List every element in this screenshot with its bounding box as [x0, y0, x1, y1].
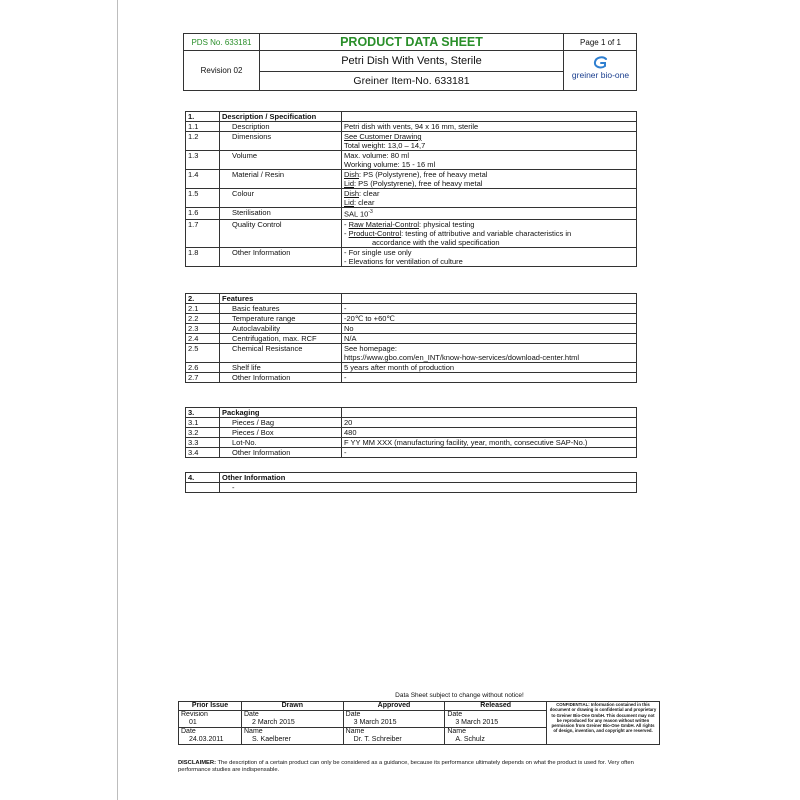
row-label: Volume [220, 151, 342, 170]
row-number: 2.5 [186, 344, 220, 363]
row-value: 480 [342, 428, 637, 438]
row-number: 1.1 [186, 122, 220, 132]
row-value [342, 247, 637, 266]
approved-name-cell [343, 728, 445, 745]
released-header: Released [445, 702, 547, 711]
product-name: Petri Dish With Vents, Sterile [260, 51, 564, 72]
logo-text: greiner bio-one [571, 70, 630, 80]
working-volume: Working volume: 15 - 16 ml [344, 160, 436, 169]
field-label: Revision [181, 711, 208, 718]
table-row [186, 132, 637, 151]
lid-label: Lid [344, 179, 355, 188]
dish-material [344, 170, 634, 179]
table-row [186, 324, 637, 334]
row-value: F YY MM XXX (manufacturing facility, year, month, consecutive SAP-No.) [342, 438, 637, 448]
section-description [185, 111, 637, 267]
field-value: Dr. T. Schreiber [353, 736, 402, 743]
section-header-blank [342, 408, 637, 418]
field-label: Name [244, 728, 263, 735]
pds-number: PDS No. 633181 [184, 34, 260, 51]
lid-value: : clear [354, 198, 375, 207]
row-value: 5 years after month of production [342, 363, 637, 373]
lid-colour [344, 198, 634, 207]
table-row [186, 448, 637, 458]
item-number: Greiner Item-No. 633181 [260, 72, 564, 91]
row-number: 2.4 [186, 334, 220, 344]
confidential-label: CONFIDENTIAL: [556, 702, 590, 707]
field-value: 2 March 2015 [252, 719, 295, 726]
field-value: A. Schulz [455, 736, 485, 743]
row-label: Lot-No. [220, 438, 342, 448]
row-value: Petri dish with vents, 94 x 16 mm, sterile [342, 122, 637, 132]
prior-issue-header: Prior Issue [179, 702, 242, 711]
field-value: 01 [189, 719, 197, 726]
page-count: Page 1 of 1 [564, 34, 637, 51]
row-value: - [220, 483, 637, 493]
table-row [186, 428, 637, 438]
homepage-link[interactable]: https://www.gbo.com/en_INT/know-how-services/download-center.html [344, 353, 580, 362]
table-row [186, 304, 637, 314]
approval-table [178, 701, 660, 745]
revision-cell [179, 711, 242, 728]
row-label: Shelf life [220, 363, 342, 373]
section-number: 1. [186, 112, 220, 122]
product-control-label: Product-Control [348, 228, 402, 238]
row-value [342, 132, 637, 151]
table-row [186, 208, 637, 220]
row-number: 2.6 [186, 363, 220, 373]
row-number: 3.3 [186, 438, 220, 448]
row-value: -20℃ to +60℃ [342, 314, 637, 324]
row-label: Basic features [220, 304, 342, 314]
section-packaging [185, 407, 637, 458]
row-value: 20 [342, 418, 637, 428]
section-header [186, 294, 637, 304]
dish-colour [344, 189, 634, 198]
lid-label: Lid [344, 198, 355, 207]
header-block [183, 33, 637, 91]
row-number: 2.3 [186, 324, 220, 334]
drawn-name-cell [242, 728, 344, 745]
table-row [186, 189, 637, 208]
row-label: Material / Resin [220, 170, 342, 189]
raw-material-value: : physical testing [419, 219, 475, 229]
ventilation-note: - Elevations for ventilation of culture [344, 256, 463, 266]
row-label: Other Information [220, 247, 342, 266]
row-label: Other Information [220, 373, 342, 383]
section-title: Other Information [220, 473, 637, 483]
table-row [186, 219, 637, 247]
change-notice: Data Sheet subject to change without notice! [395, 692, 524, 699]
row-number: 1.5 [186, 189, 220, 208]
row-value [342, 151, 637, 170]
row-value [342, 170, 637, 189]
dish-label: Dish [344, 189, 360, 198]
row-value: - [342, 373, 637, 383]
section-number: 4. [186, 473, 220, 483]
max-volume: Max. volume: 80 ml [344, 151, 410, 160]
row-value [342, 208, 637, 220]
drawn-date-cell [242, 711, 344, 728]
section-number: 3. [186, 408, 220, 418]
disclaimer-label: DISCLAIMER: [178, 760, 216, 766]
row-number [186, 483, 220, 493]
row-value [342, 189, 637, 208]
row-label: Description [220, 122, 342, 132]
section-title: Description / Specification [220, 112, 342, 122]
section-header-blank [342, 294, 637, 304]
row-value [342, 219, 637, 247]
product-control-continued: accordance with the valid specification [372, 237, 500, 247]
table-row [186, 344, 637, 363]
row-label: Autoclavability [220, 324, 342, 334]
row-label: Pieces / Box [220, 428, 342, 438]
company-logo [564, 51, 637, 91]
field-value: 24.03.2011 [189, 736, 224, 743]
row-number: 1.7 [186, 219, 220, 247]
row-number: 2.2 [186, 314, 220, 324]
row-number: 1.8 [186, 247, 220, 266]
customer-drawing-link[interactable]: See Customer Drawing [344, 132, 422, 141]
row-value [342, 344, 637, 363]
row-number: 2.1 [186, 304, 220, 314]
total-weight: Total weight: 13,0 – 14,7 [344, 141, 426, 150]
raw-material-label: Raw Material-Control [348, 219, 420, 229]
approved-header: Approved [343, 702, 445, 711]
field-label: Name [345, 728, 365, 735]
data-sheet-page [117, 0, 800, 800]
table-row [186, 483, 637, 493]
row-value: - [342, 304, 637, 314]
row-label: Centrifugation, max. RCF [220, 334, 342, 344]
table-row [186, 418, 637, 428]
row-label: Colour [220, 189, 342, 208]
confidential-text: Information contained in this document or drawing is confidential and proprietary to Greiner Bio-One GmbH. This document may not be reproduced for any reason without written permission from Greiner Bio-One GmbH. All rights of design, invention, and copyright are reserved. [549, 702, 657, 734]
disclaimer-text: The description of a certain product can only be considered as a guidance, because its performance ultimately depends on what the product is used for. Very often performance studies are indispensable. [178, 760, 634, 773]
released-name-cell [445, 728, 547, 745]
table-row [186, 334, 637, 344]
approved-date-cell [343, 711, 445, 728]
row-number: 1.2 [186, 132, 220, 151]
field-label: Date [181, 728, 196, 735]
table-row [186, 314, 637, 324]
field-label: Name [447, 728, 466, 735]
confidential-note [547, 702, 660, 745]
row-number: 3.2 [186, 428, 220, 438]
bullet-dash: - [344, 228, 349, 238]
section-header-blank [342, 112, 637, 122]
row-value: N/A [342, 334, 637, 344]
dish-label: Dish [344, 170, 360, 179]
field-value: 3 March 2015 [455, 719, 499, 726]
table-row [186, 247, 637, 266]
raw-material-control [344, 220, 634, 229]
section-number: 2. [186, 294, 220, 304]
dish-value: : PS (Polystyrene), free of heavy metal [359, 170, 488, 179]
sal-exponent: -3 [368, 209, 373, 215]
row-value: - [342, 448, 637, 458]
drawn-header: Drawn [242, 702, 344, 711]
lid-material [344, 179, 634, 188]
bullet-dash: - [344, 219, 349, 229]
section-features [185, 293, 637, 383]
row-number: 1.4 [186, 170, 220, 189]
field-label: Date [447, 711, 463, 718]
approval-header [179, 702, 660, 711]
row-label: Pieces / Bag [220, 418, 342, 428]
prior-date-cell [179, 728, 242, 745]
row-label: Temperature range [220, 314, 342, 324]
row-number: 3.4 [186, 448, 220, 458]
table-row [186, 373, 637, 383]
product-control [344, 229, 634, 238]
lid-value: : PS (Polystyrene), free of heavy metal [354, 179, 483, 188]
greiner-logo-icon [593, 56, 609, 70]
product-control-value: : testing of attributive and variable characteristics in [401, 228, 572, 238]
revision-label: Revision 02 [184, 51, 260, 91]
page-title: PRODUCT DATA SHEET [260, 34, 564, 51]
section-title: Packaging [220, 408, 342, 418]
row-label: Chemical Resistance [220, 344, 342, 363]
section-title: Features [220, 294, 342, 304]
table-row [186, 363, 637, 373]
row-number: 1.3 [186, 151, 220, 170]
field-value: 3 March 2015 [353, 719, 397, 726]
row-label: Quality Control [220, 219, 342, 247]
section-header [186, 473, 637, 483]
table-row [186, 170, 637, 189]
homepage-label: See homepage: [344, 344, 397, 353]
table-row [186, 122, 637, 132]
field-value: S. Kaelberer [252, 736, 291, 743]
row-label: Other Information [220, 448, 342, 458]
section-header [186, 408, 637, 418]
row-number: 3.1 [186, 418, 220, 428]
field-label: Date [345, 711, 361, 718]
section-header [186, 112, 637, 122]
row-number: 2.7 [186, 373, 220, 383]
released-date-cell [445, 711, 547, 728]
single-use-note: - For single use only [344, 247, 412, 257]
field-label: Date [244, 711, 259, 718]
row-label: Sterilisation [220, 208, 342, 220]
dish-value: : clear [359, 189, 380, 198]
row-label: Dimensions [220, 132, 342, 151]
table-row [186, 438, 637, 448]
sal-value: SAL 10 [344, 209, 369, 219]
disclaimer [178, 760, 660, 774]
table-row [186, 151, 637, 170]
row-value: No [342, 324, 637, 334]
row-number: 1.6 [186, 208, 220, 220]
section-other-information [185, 472, 637, 493]
